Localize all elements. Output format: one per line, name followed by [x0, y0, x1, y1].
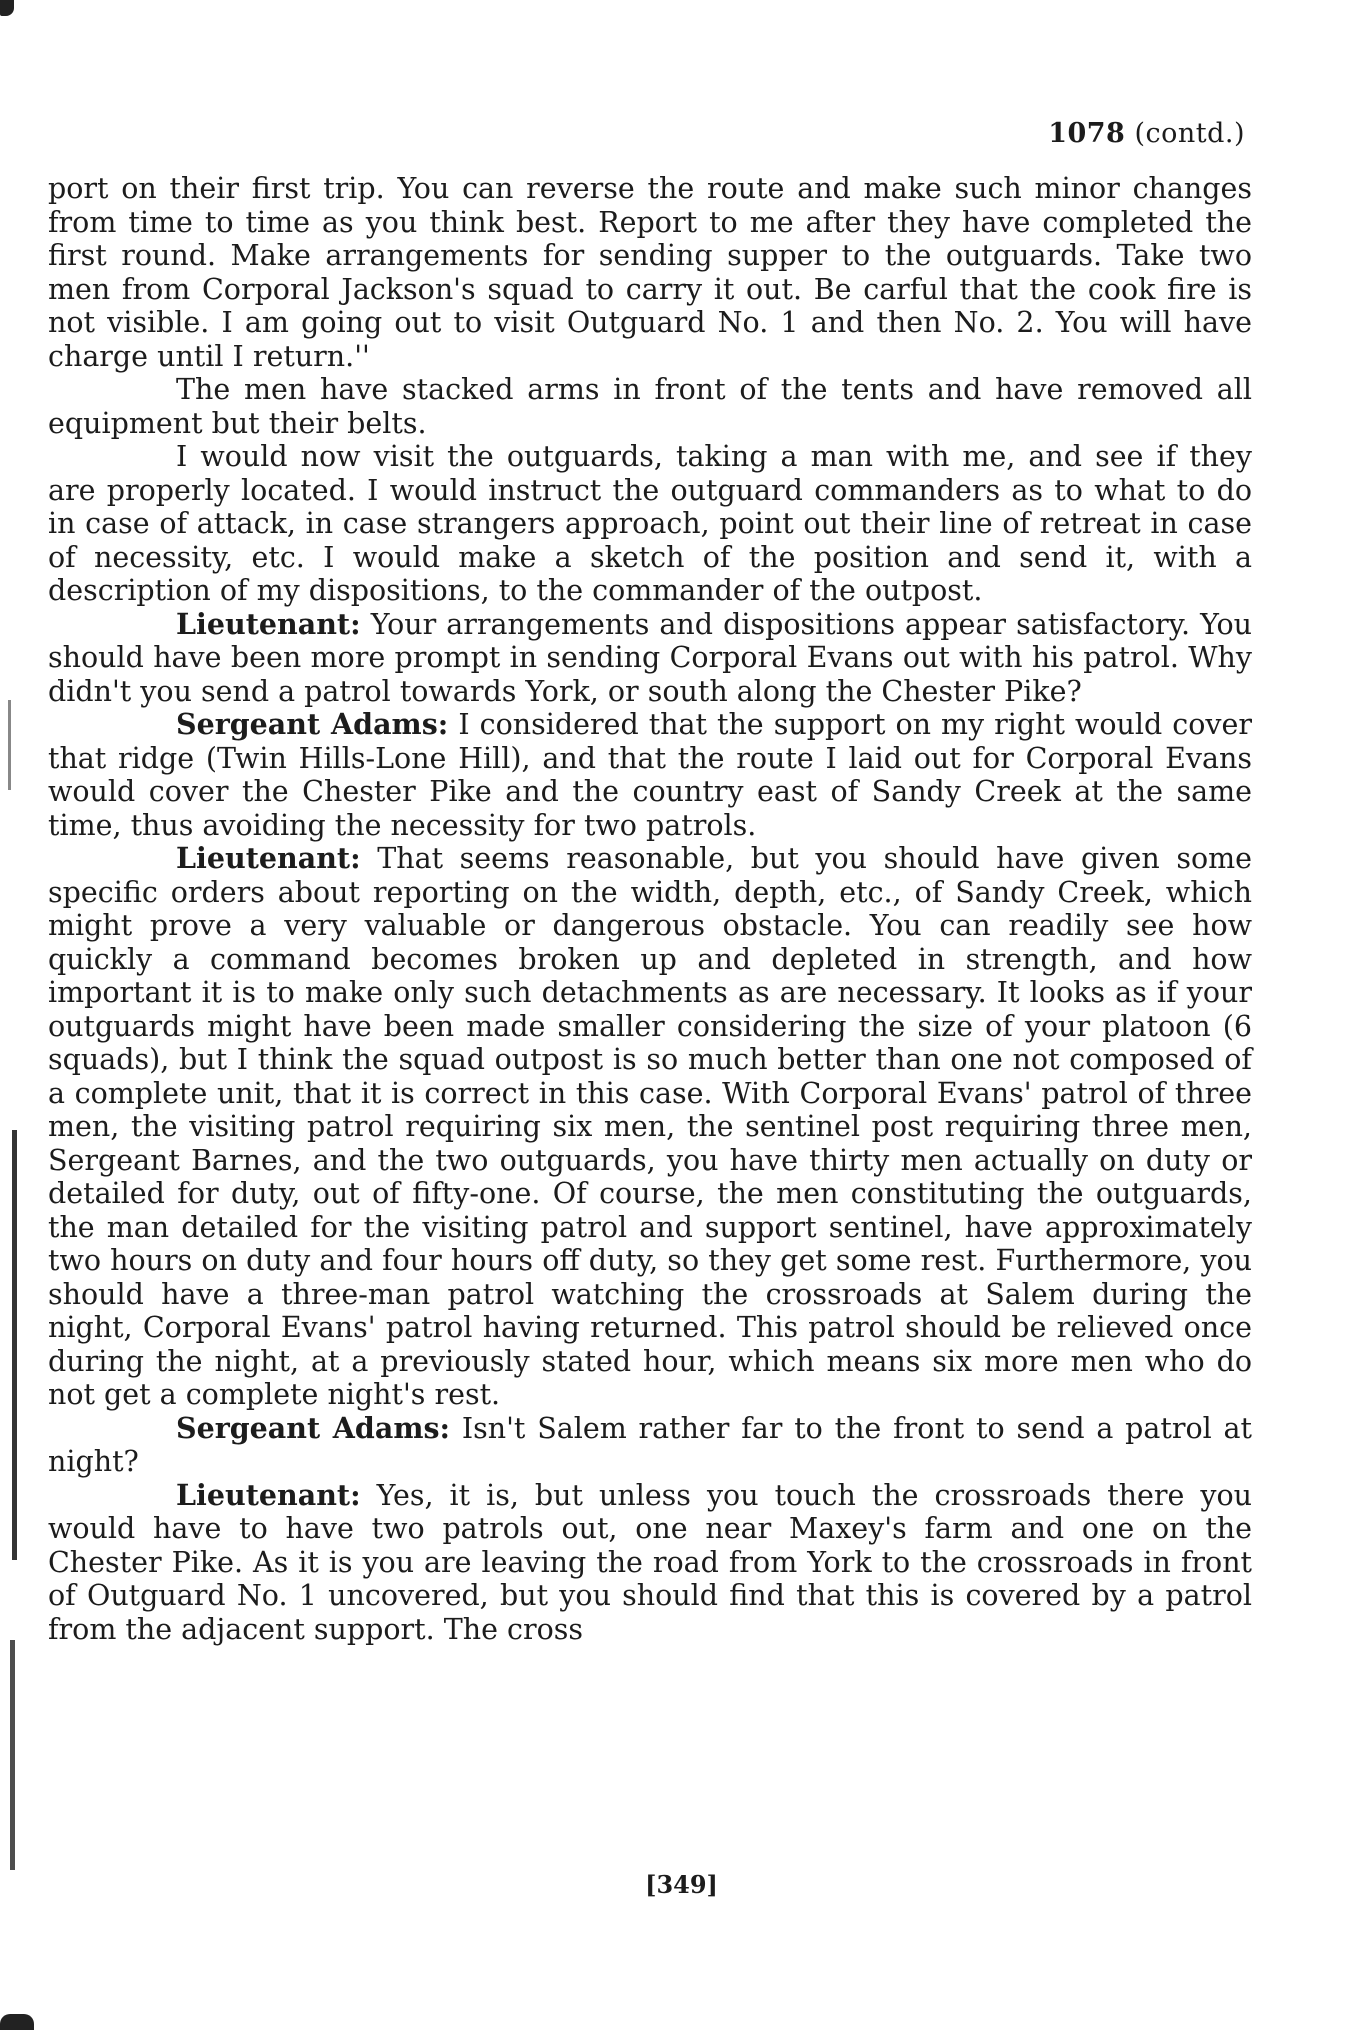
speaker-label: Sergeant Adams: — [176, 1410, 451, 1445]
paragraph-text: port on their first trip. You can reverse the route and make such minor changes from time to time as you think best. Report to me after they have completed the first round. Make arrangements for sending supper to the outguards. Take two men from Corporal Jackson's squad to carry it out. Be carful that the cook fire is not visible. I am going out to visit Outguard No. 1 and then No. 2. You will have charge until I return.'' — [48, 172, 1252, 373]
speaker-label: Lieutenant: — [176, 606, 361, 641]
paragraph-text: I considered that the support on my right would cover that ridge (Twin Hills-Lone Hill), and that the route I laid out for Corporal Evans would cover the Chester Pike and the country east of Sandy Creek at the same time, thus avoiding the necessity for two patrols. — [48, 708, 1253, 842]
paragraph — [48, 440, 1252, 608]
body-text — [48, 172, 1252, 1646]
scan-blot-bottom — [0, 2014, 34, 2030]
paragraph — [48, 842, 1252, 1412]
paragraph-text: That seems reasonable, but you should have given some specific orders about reporting on the width, depth, etc., of Sandy Creek, which might prove a very valuable or dangerous obstacle. You can readily see how quickly a command becomes broken up and depleted in strength, and how important it is to make only such detachments as are necessary. It looks as if your outguards might have been made smaller considering the size of your platoon (6 squads), but I think the squad outpost is so much better than one not composed of a complete unit, that it is correct in this case. With Corporal Evans' patrol of three men, the visiting patrol requiring six men, the sentinel post requiring three men, Sergeant Barnes, and the two outguards, you have thirty men actually on duty or detailed for duty, out of fifty-one. Of course, the men constituting the outguards, the man detailed for the visiting patrol and support sentinel, have approximately two hours on duty and four hours off duty, so they get some rest. Furthermore, you should have a three-man patrol watching the crossroads at Salem during the night, Corporal Evans' patrol having returned. This patrol should be relieved once during the night, at a previously stated hour, which means six more men who do not get a complete night's rest. — [48, 842, 1252, 1411]
speaker-label: Lieutenant: — [176, 841, 361, 875]
paragraph — [48, 608, 1252, 709]
speaker-label: Lieutenant: — [176, 1477, 361, 1512]
scan-margin-mark — [12, 1130, 17, 1560]
paragraph-text: Isn't Salem rather far to the front to send a patrol at night? — [48, 1411, 1252, 1478]
paragraph-text: I would now visit the outguards, taking a man with me, and see if they are properly located. I would instruct the outguard commanders as to what to do in case of attack, in case strangers approach, point out their line of retreat in case of necessity, etc. I would make a sketch of the position and send it, with a description of my dispositions, to the commander of the outpost. — [48, 440, 1252, 607]
paragraph-text: Yes, it is, but unless you touch the crossroads there you would have to have two patrols out, one near Maxey's farm and one on the Chester Pike. As it is you are leaving the road from York to the crossroads in front of Outguard No. 1 uncovered, but you should find that this is covered by a patrol from the adjacent support. The cross — [48, 1478, 1252, 1646]
scan-margin-mark — [8, 700, 11, 790]
paragraph — [48, 708, 1252, 842]
paragraph — [48, 172, 1252, 373]
contd-label: (contd.) — [1134, 118, 1245, 149]
paragraph — [48, 1479, 1252, 1647]
paragraph — [48, 373, 1252, 440]
scan-margin-mark — [10, 1640, 15, 1870]
speaker-label: Sergeant Adams: — [176, 707, 449, 741]
page-folio: [349] — [645, 1870, 718, 1899]
scan-blot-top — [0, 0, 14, 16]
paragraph-text: Your arrangements and dispositions appear satisfactory. You should have been more prompt in sending Corporal Evans out with his patrol. Why didn't you send a patrol towards York, or south along the Chester Pike? — [48, 607, 1253, 708]
paragraph-text: The men have stacked arms in front of the tents and have removed all equipment but their belts. — [48, 373, 1252, 440]
paragraph — [48, 1412, 1252, 1479]
page-header — [1048, 118, 1245, 149]
page-number: 1078 — [1048, 118, 1126, 149]
